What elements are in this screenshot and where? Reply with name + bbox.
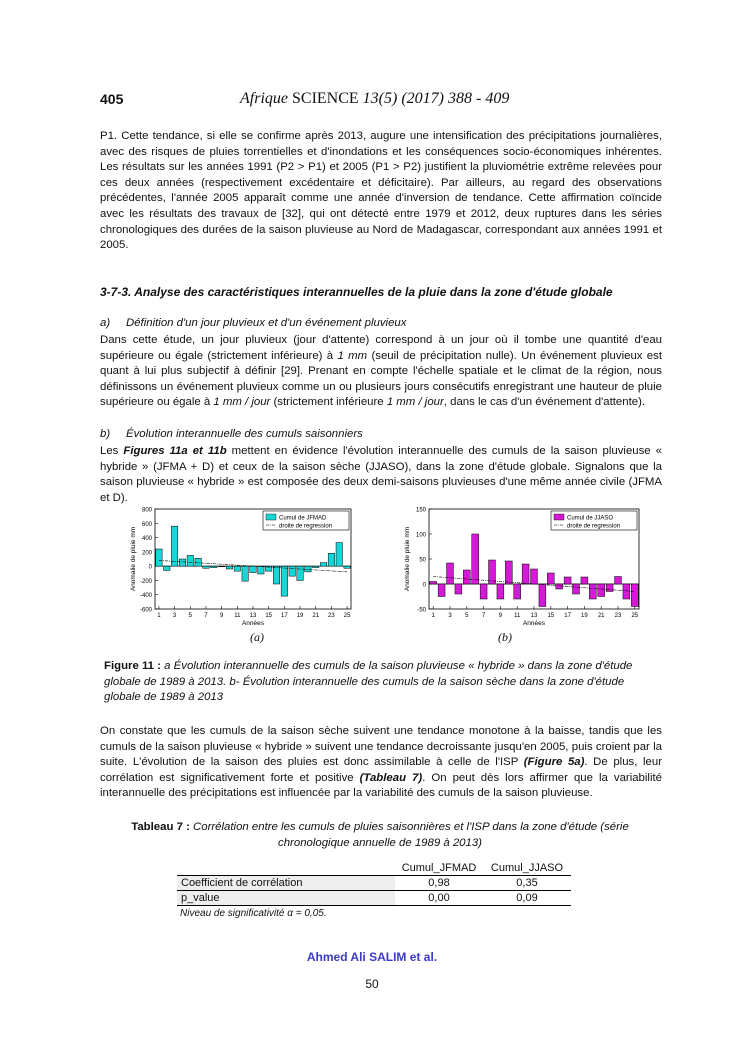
- x-tick-label: 9: [219, 613, 224, 619]
- table-cell: 0,98: [395, 876, 483, 891]
- bar: [320, 563, 326, 567]
- bar: [195, 558, 201, 566]
- panel-label-b: (b): [498, 630, 512, 644]
- x-axis-label: Années: [522, 620, 546, 625]
- bar: [556, 584, 563, 589]
- x-tick-label: 11: [234, 613, 241, 619]
- journal-name-caps: SCIENCE: [292, 90, 359, 107]
- legend-label: Cumul de JJASO: [567, 515, 614, 522]
- subsection-b-number: b): [100, 428, 111, 440]
- x-tick-label: 9: [498, 613, 503, 619]
- table-7-caption: [120, 820, 640, 851]
- table-7: [177, 861, 571, 906]
- legend-label: droite de regression: [279, 523, 333, 530]
- x-tick-label: 15: [547, 613, 555, 619]
- bar: [589, 584, 596, 599]
- x-tick-label: 1: [157, 613, 161, 619]
- legend-label: droite de regression: [567, 523, 621, 530]
- paragraph-c: On constate que les cumuls de la saison sèche suivent une tendance monotone à la baisse, tandis que les cumuls de la saison pluvieuse « hybride » suivent une tendance decroissante jusqu'en 2005, puis croient par la suite. L'évolution de la saison des pluies est donc assimilable à celle de l'ISP (Figure 5a). De plus, leur corrélation est significativement forte et positive (Tableau 7). On peut dès lors affirmer que la variabilité interannuelle des précipitations est influencée par la variabilité des cumuls de la saison pluvieuse.: [100, 725, 662, 800]
- y-axis-label: Anomalie de pluie mm: [404, 526, 411, 592]
- figure-11a-chart: [118, 503, 358, 625]
- table-row-label: Coefficient de corrélation: [177, 876, 395, 891]
- y-tick-label: -50: [417, 607, 426, 614]
- bar: [242, 566, 248, 581]
- x-tick-label: 7: [204, 613, 208, 619]
- legend-label: Cumul de JFMAD: [279, 515, 327, 522]
- bar: [250, 566, 256, 572]
- y-tick-label: 200: [141, 550, 152, 557]
- table-7-note: Niveau de significativité α = 0,05.: [180, 908, 327, 919]
- x-tick-label: 21: [597, 613, 605, 619]
- bar: [539, 584, 546, 607]
- bar: [211, 566, 217, 567]
- bar: [179, 559, 185, 566]
- x-tick-label: 3: [448, 613, 452, 619]
- bar: [234, 566, 240, 571]
- intro-paragraph: P1. Cette tendance, si elle se confirme après 2013, augure une intensification des précipitations journalières, avec des risques de pluies torrentielles et d'inondations et les conséquences socio-économiques inhérentes. Les résultats sur les années 1991 (P2 > P1) et 2005 (P1 > P2) justifient la pluviométrie extrême relevées pour ces deux années (respectivement excédentaire et déficitaire). Par ailleurs, au regard des observations précédentes, l'année 2005 apparaît comme une année d'inversion de tendance. Cette affirmation coïncide avec les résultats des travaux de [32], qui ont détecté entre 1979 et 2012, deux ruptures dans les séries chronologiques des durées de la saison pluvieuse au Nord de Madagascar, correspondant aux années 1991 et 2005.: [100, 130, 662, 252]
- bar: [218, 566, 224, 567]
- x-tick-label: 23: [328, 613, 335, 619]
- bar: [336, 543, 342, 567]
- legend-swatch-bar: [266, 514, 276, 520]
- bar: [463, 570, 470, 584]
- bar: [289, 566, 295, 576]
- table-7-label: Tableau 7 :: [131, 821, 190, 833]
- table-column-header: Cumul_JFMAD: [395, 861, 483, 876]
- bar: [472, 534, 479, 584]
- figure-11-caption-text: a Évolution interannuelle des cumuls de la saison pluvieuse « hybride » dans la zone d'étude globale de 1989 à 2013. b- Évolution interannuelle des cumuls de la saison sèche dans la zone d'étude globale de 1989 à 2013: [104, 660, 633, 704]
- subsection-a-title: Définition d'un jour pluvieux et d'un événement pluvieux: [126, 317, 407, 329]
- subsection-b-title: Évolution interannuelle des cumuls saisonniers: [126, 428, 363, 440]
- x-tick-label: 11: [514, 613, 521, 619]
- table-header-row: [177, 861, 571, 876]
- bar: [328, 553, 334, 566]
- y-tick-label: -200: [139, 578, 152, 585]
- author-line: Ahmed Ali SALIM et al.: [306, 950, 438, 964]
- bar: [631, 584, 638, 607]
- bar: [598, 584, 605, 597]
- figure-11-caption: [104, 659, 660, 706]
- y-axis-label: Anomalie de pluie mm: [130, 526, 137, 592]
- y-tick-label: 150: [415, 507, 426, 514]
- folio-page-number: 50: [365, 977, 379, 991]
- x-tick-label: 13: [249, 613, 257, 619]
- x-tick-label: 15: [265, 613, 273, 619]
- y-tick-label: 100: [415, 532, 426, 539]
- table-cell: 0,35: [483, 876, 571, 891]
- bar: [547, 573, 554, 584]
- bar: [273, 566, 279, 584]
- bar: [156, 549, 162, 566]
- bar: [281, 566, 287, 596]
- paragraph-b: Les Figures 11a et 11b mettent en évidence l'évolution interannuelle des cumuls de la saison pluvieuse « hybride » (JFMA + D) et ceux de la saison sèche (JJASO), dans la zone d'étude globale. Signalons que la saison pluvieuse « hybride » est composée des deux demi-saisons pluvieuses d'une même année civile (JFMA et D).: [100, 445, 662, 504]
- bar: [297, 566, 303, 580]
- bar: [344, 566, 350, 568]
- x-tick-label: 5: [188, 613, 192, 619]
- x-tick-label: 25: [343, 613, 351, 619]
- table-cell: 0,09: [483, 891, 571, 906]
- x-tick-label: 1: [431, 613, 435, 619]
- y-tick-label: -400: [139, 593, 152, 600]
- y-tick-label: 0: [148, 564, 152, 571]
- bar: [447, 563, 454, 584]
- page-number: 405: [100, 91, 124, 107]
- y-tick-label: 800: [141, 507, 152, 514]
- bar: [531, 569, 538, 584]
- table-row-label: p_value: [177, 891, 395, 906]
- x-tick-label: 17: [281, 613, 288, 619]
- bar: [203, 566, 209, 568]
- bar: [514, 584, 521, 599]
- paragraph-a: Dans cette étude, un jour pluvieux (jour d'attente) correspond à un jour où il tombe une quantité d'eau supérieure ou égale (strictement inférieure) à 1 mm (seuil de précipitation nulle). Un événement pluvieux est quant à lui plus subjectif à définir [29]. Prenant en compte l'échelle spatiale et le climat de la région, nous définissons un événement pluvieux comme un ou plusieurs jours consécutifs enregistrant une hauteur de pluie supérieure ou égale à 1 mm / jour (strictement inférieure 1 mm / jour, dans le cas d'un événement d'attente).: [100, 334, 663, 409]
- bar: [226, 566, 232, 569]
- bar: [480, 584, 487, 599]
- journal-header: [240, 90, 509, 108]
- x-tick-label: 3: [172, 613, 177, 619]
- subsection-a-heading: [100, 317, 406, 329]
- bar: [581, 577, 588, 584]
- x-tick-label: 19: [581, 613, 588, 619]
- table-cell: 0,00: [395, 891, 483, 906]
- bar: [564, 577, 571, 584]
- x-tick-label: 7: [481, 613, 486, 619]
- bar: [505, 561, 512, 584]
- section-title: 3-7-3. Analyse des caractéristiques interannuelles de la pluie dans la zone d'étude globale: [100, 285, 613, 299]
- x-axis-label: Années: [241, 620, 265, 625]
- bar: [258, 566, 264, 574]
- bar: [164, 566, 170, 570]
- panel-label-a: (a): [250, 630, 264, 644]
- bar: [171, 526, 177, 566]
- bar: [497, 584, 504, 599]
- bar: [187, 555, 193, 566]
- bar: [438, 584, 445, 597]
- journal-name-italic: Afrique: [240, 90, 288, 107]
- figure-11b-chart: [394, 503, 644, 625]
- table-row: [177, 876, 571, 891]
- bar: [606, 584, 613, 592]
- y-tick-label: 0: [422, 582, 426, 589]
- y-tick-label: 600: [141, 521, 152, 528]
- bar: [455, 584, 462, 594]
- table-row: [177, 891, 571, 906]
- bar: [305, 566, 311, 572]
- x-tick-label: 25: [631, 613, 639, 619]
- subsection-a-number: a): [100, 317, 111, 329]
- table-column-header: Cumul_JJASO: [483, 861, 571, 876]
- bar: [313, 566, 319, 567]
- x-tick-label: 5: [465, 613, 469, 619]
- bar: [522, 564, 529, 584]
- x-tick-label: 17: [564, 613, 571, 619]
- journal-reference: 13(5) (2017) 388 - 409: [362, 90, 510, 107]
- x-tick-label: 23: [614, 613, 622, 619]
- y-tick-label: 400: [141, 536, 152, 543]
- figure-11-label: Figure 11 :: [104, 660, 161, 672]
- bar: [573, 584, 580, 594]
- x-tick-label: 21: [312, 613, 320, 619]
- table-7-caption-text: Corrélation entre les cumuls de pluies saisonnières et l'ISP dans la zone d'étude (série chronologique annuelle de 1989 à 2013): [193, 821, 629, 849]
- bar: [615, 577, 622, 585]
- y-tick-label: -600: [139, 607, 152, 614]
- x-tick-label: 19: [296, 613, 304, 619]
- bar: [623, 584, 630, 599]
- x-tick-label: 13: [530, 613, 538, 619]
- y-tick-label: 50: [419, 557, 426, 564]
- subsection-b-heading: [100, 428, 363, 440]
- bar: [430, 582, 437, 585]
- legend-swatch-bar: [554, 514, 564, 520]
